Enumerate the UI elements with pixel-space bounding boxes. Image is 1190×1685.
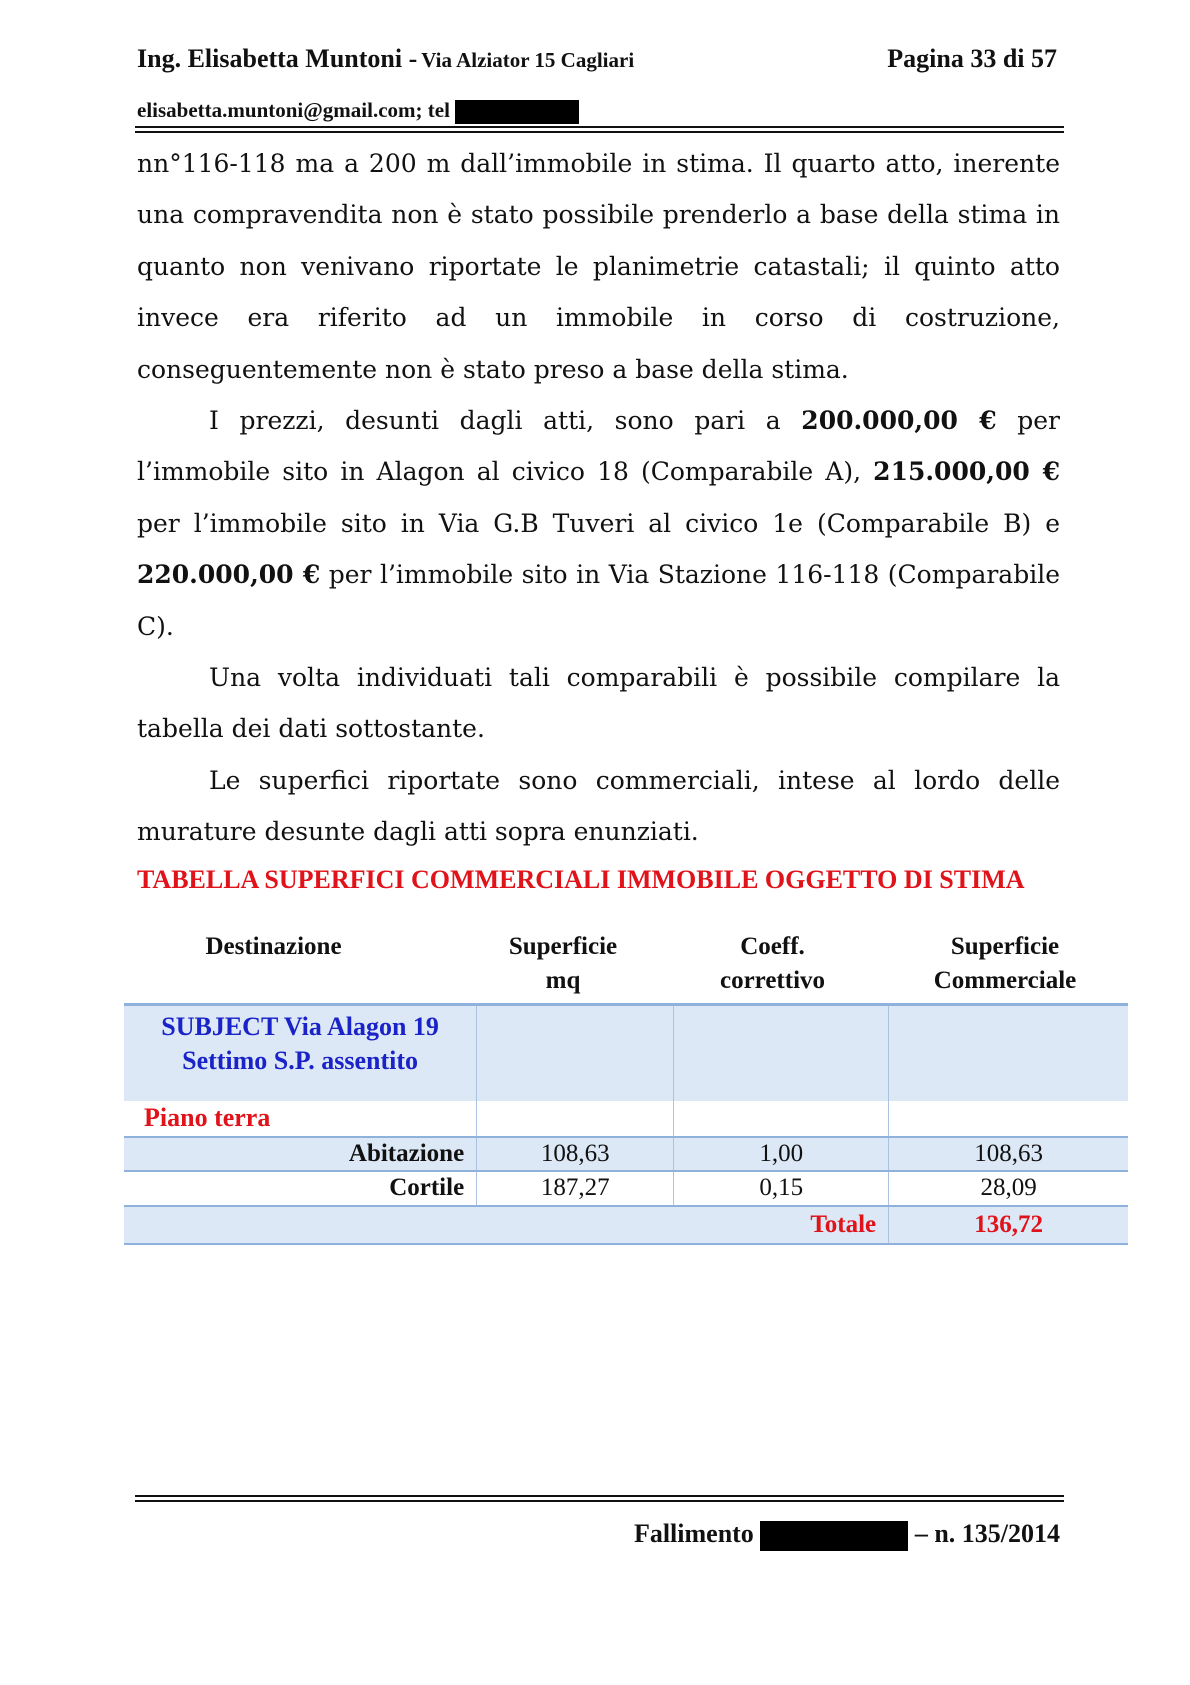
- paragraph-4: Le superfici riportate sono commerciali, intese al lordo delle murature desunte dagli atti sopra enunziati.: [137, 765, 1060, 847]
- row-commercial: 28,09: [889, 1171, 1128, 1206]
- table-cell: [477, 1101, 674, 1137]
- header-destinazione-label: Destinazione: [205, 933, 342, 960]
- row-coeff: 1,00: [674, 1137, 889, 1171]
- table-cell: [889, 1005, 1128, 1101]
- section-label: Piano terra: [124, 1101, 477, 1137]
- contact-email: elisabetta.muntoni@gmail.com; tel: [137, 98, 450, 122]
- paragraph-2: [137, 395, 1060, 652]
- table-row: [124, 1137, 1128, 1171]
- paragraph-1: nn°116-118 ma a 200 m dall’immobile in stima. Il quarto atto, inerente una compravendita non è stato possibile prenderlo a base della stima in quanto non venivano riportate le planimetrie catastali; il quinto atto invece era riferito ad un immobile in corso di costruzione, conseguentemente non è stato preso a base della stima.: [137, 149, 1060, 384]
- subject-line-2: Settimo S.P. assentito: [182, 1046, 419, 1075]
- table-cell: [477, 1005, 674, 1101]
- table-cell: [674, 1101, 889, 1137]
- row-commercial: 108,63: [889, 1137, 1128, 1171]
- table-cell: [889, 1101, 1128, 1137]
- header-superficie-label: Superficie: [508, 933, 618, 960]
- header-superficie-commerciale: [882, 930, 1128, 998]
- price-comparable-a: 200.000,00 €: [801, 406, 997, 436]
- p2-text-a: I prezzi, desunti dagli atti, sono pari a: [209, 406, 802, 436]
- redacted-phone-block: [455, 100, 579, 124]
- header-coeff: [663, 930, 882, 998]
- price-comparable-c: 220.000,00 €: [137, 560, 321, 590]
- table-cell: [674, 1005, 889, 1101]
- page-footer: [634, 1519, 1060, 1551]
- header-mq-label: mq: [545, 967, 581, 994]
- author-address: Via Alziator 15 Cagliari: [421, 48, 635, 72]
- header-coeff-label: Coeff.: [740, 933, 805, 960]
- subject-cell: [124, 1005, 477, 1101]
- redacted-name-block: [760, 1521, 908, 1551]
- page-header: [137, 44, 1057, 80]
- row-label: Abitazione: [124, 1137, 477, 1171]
- header-rule: [135, 126, 1064, 133]
- p2-text-c: per l’immobile sito in Via G.B Tuveri al civico 1e (Comparabile B) e: [137, 508, 1060, 538]
- row-label: Cortile: [124, 1171, 477, 1206]
- footer-rule: [135, 1495, 1064, 1502]
- row-coeff: 0,15: [674, 1171, 889, 1206]
- table-title: TABELLA SUPERFICI COMMERCIALI IMMOBILE OGGETTO DI STIMA: [137, 865, 1025, 894]
- header-correttivo-label: correttivo: [719, 967, 826, 994]
- p2-text-b: per l’immobile sito in Alagon al civico 18 (Comparabile A),: [137, 406, 1060, 487]
- footer-prefix: Fallimento: [633, 1519, 754, 1548]
- total-label: Totale: [124, 1206, 889, 1244]
- row-area: 108,63: [477, 1137, 674, 1171]
- surface-table: [124, 1003, 1128, 1245]
- header-destinazione: [124, 930, 463, 964]
- row-area: 187,27: [477, 1171, 674, 1206]
- price-comparable-b: 215.000,00 €: [873, 457, 1061, 487]
- total-row: [124, 1206, 1128, 1244]
- header-superficie-mq: [463, 930, 663, 998]
- p2-text-d: per l’immobile sito in Via Stazione 116-118 (Comparabile C).: [137, 560, 1060, 641]
- header-commerciale-label: Commerciale: [933, 967, 1077, 994]
- body-text: [137, 138, 1060, 858]
- contact-line: [137, 98, 579, 124]
- footer-case-number: – n. 135/2014: [914, 1519, 1060, 1548]
- subject-row: [124, 1005, 1128, 1101]
- subject-line-1: SUBJECT Via Alagon 19: [161, 1012, 439, 1041]
- section-row: [124, 1101, 1128, 1137]
- header-superficie2-label: Superficie: [950, 933, 1060, 960]
- author-name: Ing. Elisabetta Muntoni -: [137, 44, 418, 73]
- paragraph-3: Una volta individuati tali comparabili è possibile compilare la tabella dei dati sottostante.: [137, 663, 1060, 744]
- page-number: Pagina 33 di 57: [887, 44, 1057, 73]
- total-value: 136,72: [889, 1206, 1128, 1244]
- table-row: [124, 1171, 1128, 1206]
